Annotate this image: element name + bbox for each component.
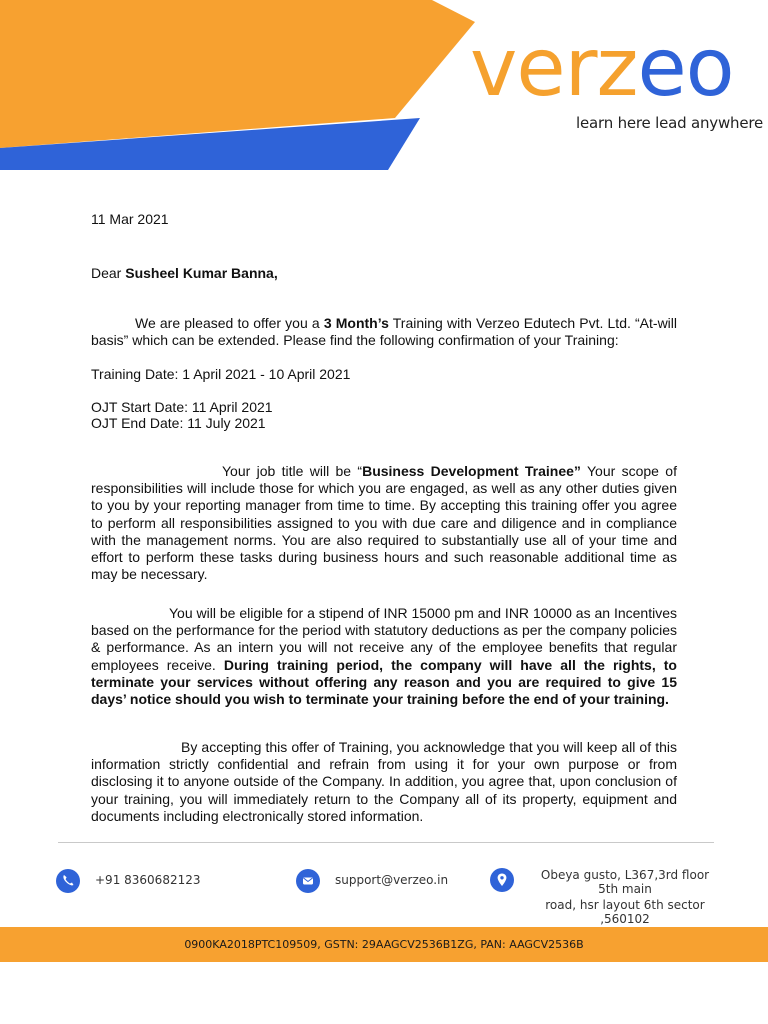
recipient-name: Susheel Kumar Banna, bbox=[125, 265, 278, 281]
letter-date: 11 Mar 2021 bbox=[91, 211, 169, 227]
confidentiality-text: By accepting this offer of Training, you acknowledge that you will keep all of this information strictly confidential and refrain from using it for your own purpose or from disclosing it to anyone outside of the Company. In addition, you agree that, upon conclusion of your training, you will immediately return to the Company all of its property, equipment and documents including electronically stored information. bbox=[91, 739, 677, 824]
offer-text-a: We are pleased to offer you a bbox=[135, 315, 324, 331]
offer-duration: 3 Month’s bbox=[323, 315, 389, 331]
ojt-end-date: OJT End Date: 11 July 2021 bbox=[91, 415, 266, 431]
salutation bbox=[91, 265, 278, 281]
paragraph-stipend bbox=[91, 605, 677, 708]
email-icon bbox=[296, 869, 320, 893]
address-line-1: Obeya gusto, L367,3rd floor 5th main bbox=[540, 868, 710, 896]
company-logo bbox=[470, 21, 734, 114]
company-registration: 0900KA2018PTC109509, GSTN: 29AAGCV2536B1ZG, PAN: AAGCV2536B bbox=[184, 938, 584, 951]
address-line-2: road, hsr layout 6th sector ,560102 bbox=[545, 898, 705, 926]
footer-divider bbox=[58, 842, 714, 843]
logo-text-part2: eo bbox=[637, 21, 734, 114]
termination-terms: During training period, the company will have all the rights, to terminate your services without offering any reason and you are required to give 15 days’ notice should you wish to terminate your training before the end of your training. bbox=[91, 656, 677, 708]
paragraph-job-title bbox=[91, 463, 677, 583]
phone-number: +91 8360682123 bbox=[95, 873, 201, 887]
training-date: Training Date: 1 April 2021 - 10 April 2021 bbox=[91, 366, 351, 382]
paragraph-offer bbox=[91, 315, 677, 349]
email-address: support@verzeo.in bbox=[335, 873, 449, 887]
phone-icon bbox=[56, 869, 80, 893]
location-icon bbox=[490, 868, 514, 892]
office-address bbox=[530, 868, 720, 926]
salutation-prefix: Dear bbox=[91, 265, 126, 281]
job-text-a: Your job title will be “ bbox=[222, 463, 363, 479]
job-title: Business Development Trainee” bbox=[362, 463, 581, 479]
company-tagline: learn here lead anywhere bbox=[576, 114, 764, 132]
offer-text-b: Training with Verzeo Edutech Pvt. Ltd. “At-will basis” which can be extended. Please find the following confirmation of your Training: bbox=[91, 315, 678, 349]
ojt-start-date: OJT Start Date: 11 April 2021 bbox=[91, 399, 273, 415]
logo-text-part1: verz bbox=[470, 21, 638, 114]
paragraph-confidentiality bbox=[91, 739, 677, 825]
job-text-b: Your scope of responsibilities will include those for which you are engaged, as well as any other duties given to you by your reporting manager from time to time. By accepting this training offer you agree to perform all responsibilities assigned to you with due care and diligence and in compliance with the management norms. You are also required to substantially use all of your time and effort to perform these tasks during business hours and such reasonable additional time as may be necessary. bbox=[91, 463, 677, 583]
stipend-text: You will be eligible for a stipend of INR 15000 pm and INR 10000 as an Incentives based on the performance for the period with statutory deductions as per the company policies & performance. As an intern you will not receive any of the employee benefits that regular employees receive. bbox=[91, 605, 677, 673]
